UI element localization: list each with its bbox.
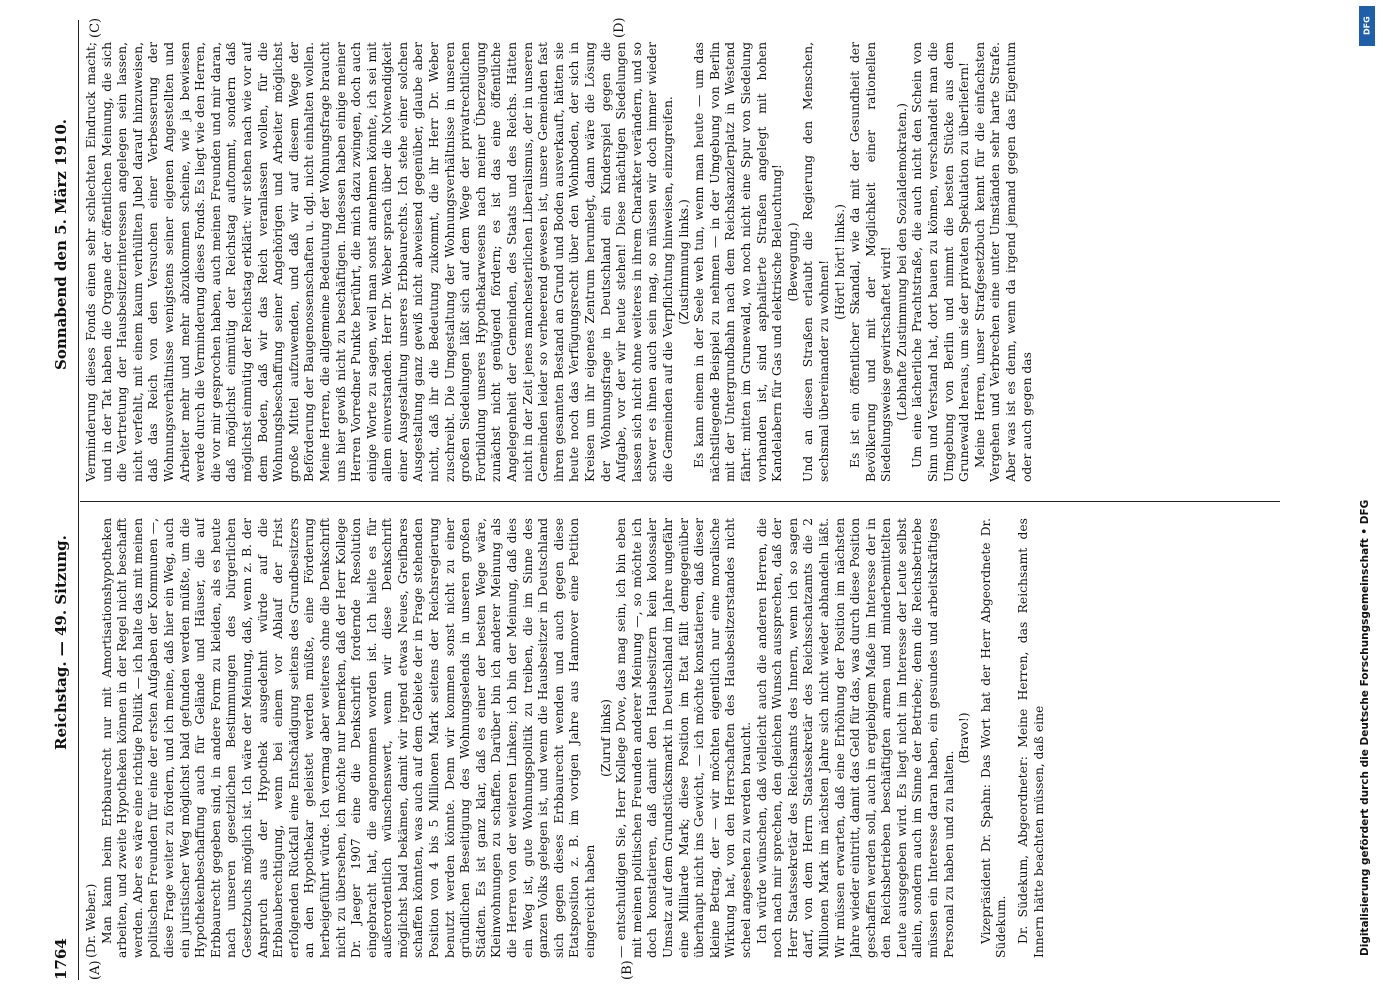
margin-marker-d: (D) (612, 17, 627, 38)
paragraph: — entschuldigen Sie, Herr Kollege Dove, das mag sein, ich bin eben mit meinen politischen Freunden anderer Meinung —, so möchte ich doch konstatieren, daß damit den Hausbesitzern kein kolossaler Umsatz auf dem Grundstücksmarkt in Deutschland im Jahre ungefähr eine Milliarde Mark; diese Position im Etat fällt demgegenüber überhaupt nicht ins Gewicht, — ich möchte konstatieren, daß dieser kleine Betrag, der — wir möchten eigentlich nur eine moralische Wirkung hat, von den Herrschaften des Hausbesitzerstandes nicht scheel angesehen zu werden braucht. (614, 518, 753, 958)
dfg-logo: DFG (1359, 6, 1375, 46)
margin-marker-a: (A) (88, 960, 103, 980)
digitization-sidebar (1349, 0, 1383, 1000)
paragraph: (Bravo!) (957, 712, 972, 764)
paragraph: (Dr. Weber.) (84, 883, 98, 958)
paragraph: Um eine lächerliche Prachtstraße, die auch nicht den Schein von Sinn und Verstand hat, dort bauen zu können, verschandelt man die Umgebung von Berlin und nimmt die besten Stücke aus dem Grunewald heraus, um sie der privaten Spekulation zu überliefern! (910, 42, 972, 482)
margin-marker-b: (B) (620, 960, 635, 980)
paragraph: Es ist ein öffentlicher Skandal, wie da mit der Gesundheit der Bevölkerung und mit der Möglichkeit einer rationellen Siedelungsweise gewirtschaftet wird! (848, 42, 894, 482)
paragraph: Und an diesen Straßen erlaubt die Regierung den Menschen, sechsmal übereinander zu wohnen! (801, 42, 831, 482)
paragraph: (Zuruf links) (598, 699, 613, 777)
session-title: Reichstag. — 49. Sitzung. (52, 535, 70, 750)
paragraph: Man kann beim Erbbaurecht nur mit Amortisationshypotheken arbeiten, und zweite Hypotheken können in der Regel nicht beschafft werden. Aber es wäre eine richtige Politik — ich halte das mit meinen politischen Freunden für eine der ersten Aufgaben der Kommunen —, diese Frage weiter zu fördern, und ich meine, daß hier ein Weg, auch ein juristischer Weg möglichst bald gefunden werden müßte, um die Hypothekenbeschaffung auch für Gelände und Häuser, die auf Erbbaurecht gegeben sind, in andere Form zu kleiden, als es heute nach unseren gesetzlichen Bestimmungen des bürgerlichen Gesetzbuchs möglich ist. Ich wäre der Meinung, daß, wenn z. B. der Anspruch aus der Hypothek ausgedehnt würde auf die Erbbauberechtigung, wenn bei einem vor Ablauf der Frist erfolgenden Rückfall eine Entschädigung seitens des Grundbesitzers an den Hypothekar geleistet werden müßte, eine Förderung herbeigeführt würde. Ich vermag aber weiteres ohne die Denkschrift nicht zu übersehen, ich möchte nur bemerken, daß der Herr Kollege Dr. Jaeger 1907 eine die Denkschrift fordernde Resolution eingebracht hat, die angenommen worden ist. Ich hielte es für außerordentlich wünschenswert, wenn wir diese Denkschrift möglichst bald bekämen, damit wir irgend etwas Neues, Greifbares schaffen könnten, was auch auf dem Gebiete der in Frage stehenden Position von 4 bis 5 Millionen Mark seitens der Reichsregierung benutzt werden könnte. Denn wir kommen sonst nicht zu einer gründlichen Beseitigung des Wohnungselends in unseren großen Städten. Es ist ganz klar, daß es einer der besten Wege wäre, Kleinwohnungen zu schaffen. Darüber bin ich anderer Meinung als die Herren von der weiteren Linken; ich bin der Meinung, daß dies ein Weg ist, gute Wohnungspolitik zu treiben, die im Sinne des ganzen Volks gelegen ist, und wenn die Hausbesitzer in Deutschland sich gegen dieses Erbbaurecht wenden und auch gegen diese Etatsposition z. B. im vorigen Jahre aus Hannover eine Petition eingereicht haben (99, 518, 597, 958)
page-number: 1764 (52, 938, 70, 980)
header-rule (78, 20, 79, 980)
paragraph: (Lebhafte Zustimmung bei den Sozialdemokraten.) (894, 103, 909, 421)
paragraph: (Bewegung.) (785, 222, 800, 302)
margin-marker-c: (C) (88, 17, 103, 38)
digitization-credit: Digitalisierung gefördert durch die Deutsche Forschungsgemeinschaft • DFG (1359, 499, 1371, 956)
paragraph: (Zustimmung links.) (676, 199, 691, 325)
paragraph: Meine Herren, unser Strafgesetzbuch kennt für die einfachsten Vergehen und Verbrechen eine unter Umständen sehr harte Strafe. Aber was ist es denn, wenn da irgend jemand gegen das Eigentum oder auch gegen das (972, 42, 1034, 482)
paragraph: Ich würde wünschen, daß vielleicht auch die anderen Herren, die noch nach mir sprechen, den gleichen Wunsch aussprechen, daß der Herr Staatssekretär des Reichsamts des Innern, wenn ich so sagen darf, von dem Herrn Staatssekretär des Reichsschatzamts die 2 Millionen Mark im nächsten Jahre sich nicht wieder abhandeln läßt. Wir müssen erwarten, daß eine Erhöhung der Position im nächsten Jahre wieder eintritt, damit das Geld für das, was durch diese Position geschaffen werden soll, auch in ergiebigem Maße im Interesse der in den Reichsbetrieben beschäftigten armen und minderbemittelten Leute ausgegeben wird. Es liegt nicht im Interesse der Leute selbst allein, sondern auch im Sinne der Betriebe; denn die Reichsbetriebe müssen ein Interesse daran haben, ein gesundes und arbeitskräftiges Personal zu haben und zu halten. (754, 518, 956, 958)
column-divider (80, 501, 1280, 502)
paragraph: (Hört! hört! links.) (832, 204, 847, 320)
left-column (84, 518, 1274, 958)
session-date: Sonnabend den 5. März 1910. (52, 119, 70, 370)
right-column (84, 42, 1274, 482)
paragraph: Vizepräsident Dr. Spahn: Das Wort hat der Herr Abgeordnete Dr. Südekum. (978, 518, 1009, 958)
page-header (52, 20, 76, 980)
paragraph: Es kann einem in der Seele weh tun, wenn man heute — um das nächstliegende Beispiel zu nehmen — in der Umgebung von Berlin mit der Untergrundbahn nach dem Reichskanzlerplatz in Westend fährt: mitten im Grunewald, wo noch nicht eine Spur von Siedelung vorhanden ist, sind asphaltierte Straßen angelegt mit hohen Kandelabern für Gas und elektrische Beleuchtung! (692, 42, 785, 482)
paragraph: Verminderung dieses Fonds einen sehr schlechten Eindruck macht; und in der Tat haben die Organe der öffentlichen Meinung, die sich die Vertretung der Hausbesitzerinteressen angelegen sein lassen, nicht verfehlt, mit einem kaum verhüllten Jubel darauf hinzuweisen, daß das Reich von den Versuchen einer Verbesserung der Wohnungsverhältnisse wenigstens seiner eigenen Angestellten und Arbeiter mehr und mehr abzukommen scheine, wie ja bewiesen werde durch die Verminderung dieses Fonds. Es liegt wie den Herren, die vor mir gesprochen haben, auch meinen Freunden und mir daran, daß möglichst einmütig der Reichstag auftommt, sondern daß möglichst einmütig der Reichstag erklärt: wir stehen nach wie vor auf dem Boden, daß wir das Reich veranlassen wollen, für die Wohnungsbeschaffung seiner Angehörigen und Arbeiter möglichst große Mittel aufzuwenden, und daß wir auf diesem Wege der Beförderung der Baugenossenschaften u. dgl. nicht einhalten wollen. Meine Herren, die allgemeine Bedeutung der Wohnungsfrage braucht uns hier gewiß nicht zu beschäftigen. Indessen haben einige meiner Herren Vorredner Punkte berührt, die mich dazu zwingen, doch auch einige Worte zu sagen, weil man sonst annehmen könnte, ich sei mit allem einverstanden. Herr Dr. Weber sprach über die Notwendigkeit einer Ausgestaltung unseres Erbbaurechts. Ich stehe einer solchen Ausgestaltung ganz gewiß nicht abweisend gegenüber, glaube aber nicht, daß ihr die Bedeutung zukommt, die ihr Herr Dr. Weber zuschreibt. Die Umgestaltung der Wohnungsverhältnisse in unseren großen Siedelungen läßt sich auf dem Wege der privatrechtlichen Fortbildung unseres Hypothekarwesens nach meiner Überzeugung zunächst nicht genügend fördern; es ist das eine öffentliche Angelegenheit der Gemeinden, des Staats und des Reichs. Hätten nicht in der Zeit jenes manchesterlichen Liberalismus, der in unseren Gemeinden leider so verheerend gewesen ist, unsere Gemeinden fast ihren gesamten Bestand an Grund und Boden ausverkauft, hätten sie heute noch das Verfügungsrecht über den Wohnboden, der sich in Kreisen um ihr eigenes Zentrum herumlegt, dann wäre die Lösung der Wohnungsfrage in Deutschland ein Kinderspiel gegen die Aufgabe, vor der wir heute stehen! Diese mächtigen Siedelungen lassen sich nicht ohne weiteres in ihrem Charakter verändern, und so schwer es ihnen auch sein mag, so müssen wir doch immer wieder die Gemeinden auf die Verpflichtung hinweisen, einzugreifen. (84, 42, 675, 482)
paragraph: Dr. Südekum, Abgeordneter: Meine Herren, das Reichsamt des Innern hätte beachten müssen, daß eine (1016, 518, 1046, 958)
